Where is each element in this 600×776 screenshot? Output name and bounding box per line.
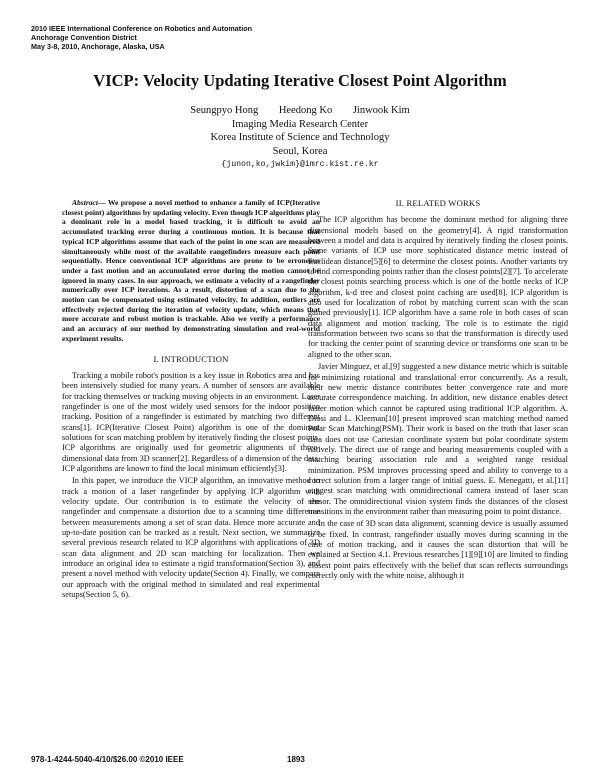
- author-block: [0, 104, 600, 172]
- right-column: [308, 198, 568, 583]
- section-heading-related-works: II. RELATED WORKS: [395, 198, 481, 208]
- author-email: {junon,ko,jwkim}@imrc.kist.re.kr: [221, 160, 379, 169]
- abstract-label: Abstract: [72, 198, 98, 207]
- footer-isbn: 978-1-4244-5040-4/10/$26.00 ©2010 IEEE: [31, 755, 184, 764]
- abstract: [62, 198, 320, 344]
- conference-name: 2010 IEEE International Conference on Robotics and Automation: [31, 24, 252, 33]
- author-name: Seungpyo Hong: [190, 105, 259, 116]
- paragraph: In the case of 3D scan data alignment, scanning device is usually assumed to be fixed. In contrast, rangefinder usually moves during scanning in the case of motion tracking, and it causes the scan distortion that will be explained at Section 4.1. Previous researches [1][9][10] are limited to finding closest point pairs effectively with the belief that scan reflects surroundings correctly only with the white noise, although it: [308, 519, 568, 581]
- author-location: Seoul, Korea: [272, 145, 328, 157]
- section-heading-introduction: I. INTRODUCTION: [153, 353, 229, 364]
- paper-title: VICP: Velocity Updating Iterative Closest Point Algorithm: [93, 71, 507, 90]
- page-number: 1893: [287, 755, 305, 764]
- left-column: [62, 198, 320, 602]
- paragraph: The ICP algorithm has become the dominant method for aligning three dimensional models based on the geometry[4]. A rigid transformation between a model and data is acquired by iteratively finding the closest points. Some variants of ICP use more sophisticated distance metric instead of Euclidean distance[5][6] to determine the closest points. Another variants try to find corresponding points rather than the closest points[2][7]. To accelerate the closest points searching process which is one of the bottle necks of ICP algorithm, k-d tree and closest point caching are used[8]. ICP algorithm is also used for localization of robot by matching current scan with the scan gained previously[1]. ICP algorithm have a same role in both cases of scan data alignment and motion tracking. The role is to estimate the rigid transformation between two scans so that the transformation is directly used for tracking the center point of scanning device or transforms one scan to be aligned to the other scan.: [308, 215, 568, 359]
- conference-venue: Anchorage Convention District: [31, 33, 137, 42]
- author-names: [0, 104, 600, 118]
- conference-header: [31, 24, 431, 51]
- author-lab: Imaging Media Research Center: [231, 118, 369, 130]
- conference-date: May 3-8, 2010, Anchorage, Alaska, USA: [31, 42, 165, 51]
- paragraph: Tracking a mobile robot's position is a key issue in Robotics area and has been intensively studied for many years. A number of sensors are available for tracking themselves or tracking moving objects in an environment. Laser rangefinder is one of the most widely used sensors for the indoor position tracking. Position of a rangefinder is estimated by matching two different scans[1]. ICP(Iterative Closest Point) algorithm is one of the dominant solutions for scan matching problem by iteratively finding the closest points. ICP algorithms are originally used for geometric alignments of three-dimensional data from 3D scanner[2]. Regardless of a dimension of the data, ICP algorithms are known to find the local minimum efficiently[3].: [62, 370, 320, 473]
- author-name: Heedong Ko: [278, 105, 333, 116]
- author-institute: Korea Institute of Science and Technology: [210, 132, 390, 143]
- paragraph: In this paper, we introduce the VICP algorithm, an innovative method to track a motion of a laser rangefinder by applying ICP algorithm with velocity update. Our contribution is to estimate the velocity of the rangefinder and compensate a distortion due to a scanning time difference between measurements among a set of scan data. Hence more accurate and up-to-date position can be tracked as a result. Next section, we summarize several previous research related to ICP algorithms with applications of 3D scan data alignment and 2D scan matching for localization. Then we introduce an original idea to estimate a rigid transformation(Section 3), and present a novel method with velocity update(Section 4). Finally, we compare our approach with the original method in simulated and real experimental setups(Section 5, 6).: [62, 476, 320, 600]
- paragraph: Javier Minguez, et al.[9] suggested a new distance metric which is suitable for minimizing rotational and translational error concurrently. As a result, their new metric distance contributes better convergence rate and more accurate correspondence matching. In addition, new distance enables detect faster motion which cannot be captured using traditional ICP algorithm. A. Diosi and L. Kleeman[10] present improved scan matching method named Polar Scan Matching(PSM). Their work is based on the truth that laser scan data does not use Cartesian coordinate system but polar coordinate system natively. The direct use of range and bearing measurements coupled with a matching bearing association rule and a weighted range residual minimization. PSM improves processing speed and ability to converge to a correct solution from a larger range of initial guess. E. Menegatti, et al.[11] suggest scan matching with omnidirectional camera instead of laser scan sensor. The omnidirectional vision system finds the distances of the closest transitions in the environment rather than measuring point to point distance.: [308, 362, 568, 516]
- author-name: Jinwook Kim: [352, 105, 410, 116]
- abstract-text: — We propose a novel method to enhance a family of ICP(Iterative closest point) algorithms by updating velocity. Even though ICP algorithms play a dominant role in a model based tracking, it is difficult to avoid an accumulated tracking error during a continuous motion. It is because that typical ICP algorithms assume that each of the point in one scan are measured simultaneously while most of the available rangefinders measure each point sequentially. Hence conventional ICP algorithms are prone to be erroneous under a fast motion and an accumulated error during the motion cannot be ignored in many cases. In our approach, we estimate a velocity of a rangefinder numerically over ICP iterations. As a result, distortion of a scan due to the motion can be compensated using estimated velocity. In addition, outliers are effectively rejected during the iteration of velocity update, which means that more accurate and robust motion is trackable. Also we verify a performance and an accuracy of our method by demonstrating simulation and real-world experiment results.: [62, 198, 320, 343]
